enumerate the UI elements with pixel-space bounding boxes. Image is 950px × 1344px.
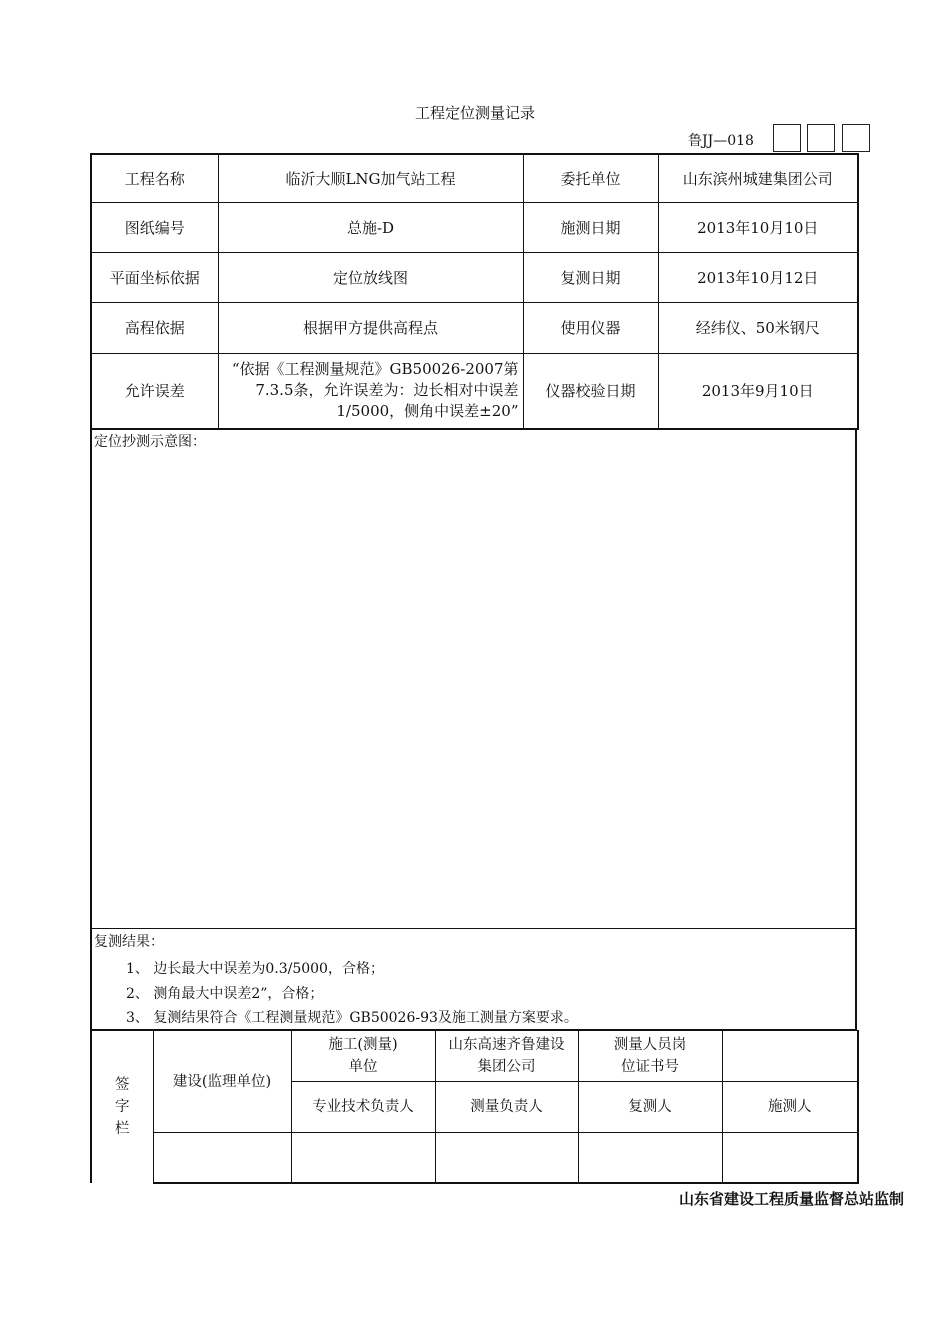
cert-no-value — [722, 1031, 858, 1082]
instrument-label: 使用仪器 — [523, 302, 658, 353]
result-label: 复测结果： — [94, 934, 164, 950]
drawing-no-label: 图纸编号 — [91, 202, 218, 252]
calib-date-value: 2013年9月10日 — [658, 353, 858, 429]
code-box-1 — [773, 124, 801, 152]
diagram-area — [90, 429, 857, 929]
survey-lead-signature-cell — [435, 1133, 578, 1183]
drawing-no-value: 总施-D — [218, 202, 523, 252]
row-tolerance — [91, 353, 858, 429]
signature-table — [90, 1030, 859, 1184]
tolerance-value — [218, 353, 523, 429]
result-item-1: 1、 边长最大中误差为0.3/5000，合格； — [126, 961, 384, 977]
tech-lead-label: 专业技术负责人 — [291, 1082, 435, 1133]
resurvey-date-label: 复测日期 — [523, 252, 658, 302]
tolerance-line-1: “依据《工程测量规范》GB50026-2007第 — [231, 360, 519, 379]
page-title: 工程定位测量记录 — [414, 104, 535, 122]
code-box-2 — [807, 124, 835, 152]
survey-lead-label: 测量负责人 — [435, 1082, 578, 1133]
resurvey-date-value: 2013年10月12日 — [658, 252, 858, 302]
construction-unit-label: 施工(测量) 单位 — [291, 1031, 435, 1082]
diagram-label: 定位抄测示意图： — [94, 434, 206, 450]
project-name-value: 临沂大顺LNG加气站工程 — [218, 154, 523, 202]
tolerance-label: 允许误差 — [91, 353, 218, 429]
code-box-3 — [842, 124, 870, 152]
survey-date-label: 施测日期 — [523, 202, 658, 252]
tech-lead-signature-cell — [291, 1133, 435, 1183]
survey-date-value: 2013年10月10日 — [658, 202, 858, 252]
resurveyor-label: 复测人 — [578, 1082, 722, 1133]
elev-basis-value: 根据甲方提供高程点 — [218, 302, 523, 353]
resurveyor-signature-cell — [578, 1133, 722, 1183]
client-value: 山东滨州城建集团公司 — [658, 154, 858, 202]
tolerance-line-2: 7.3.5条，允许误差为：边长相对中误差 — [255, 381, 519, 400]
coord-basis-value: 定位放线图 — [218, 252, 523, 302]
result-item-2: 2、 测角最大中误差2”，合格； — [126, 986, 324, 1002]
surveyor-label: 施测人 — [722, 1082, 858, 1133]
cert-no-label: 测量人员岗 位证书号 — [578, 1031, 722, 1082]
owner-label: 建设(监理单位) — [153, 1031, 291, 1133]
row-drawing — [91, 202, 858, 252]
surveyor-signature-cell — [722, 1133, 858, 1183]
row-elevation — [91, 302, 858, 353]
project-name-label: 工程名称 — [91, 154, 218, 202]
signature-column-label: 签 字 栏 — [91, 1031, 153, 1183]
elev-basis-label: 高程依据 — [91, 302, 218, 353]
row-project — [91, 154, 858, 202]
result-item-3: 3、 复测结果符合《工程测量规范》GB50026-93及施工测量方案要求。 — [126, 1010, 578, 1026]
info-table — [90, 153, 859, 430]
coord-basis-label: 平面坐标依据 — [91, 252, 218, 302]
instrument-value: 经纬仪、50米钢尺 — [658, 302, 858, 353]
row-coord — [91, 252, 858, 302]
result-area — [90, 929, 857, 1030]
tolerance-line-3: 1/5000，侧角中误差±20” — [336, 402, 519, 421]
form-code: 鲁JJ—018 — [688, 133, 754, 149]
company-name: 山东高速齐鲁建设 集团公司 — [435, 1031, 578, 1082]
footer-issuer: 山东省建设工程质量监督总站监制 — [678, 1190, 904, 1208]
client-label: 委托单位 — [523, 154, 658, 202]
owner-signature-cell — [153, 1133, 291, 1183]
calib-date-label: 仪器校验日期 — [523, 353, 658, 429]
